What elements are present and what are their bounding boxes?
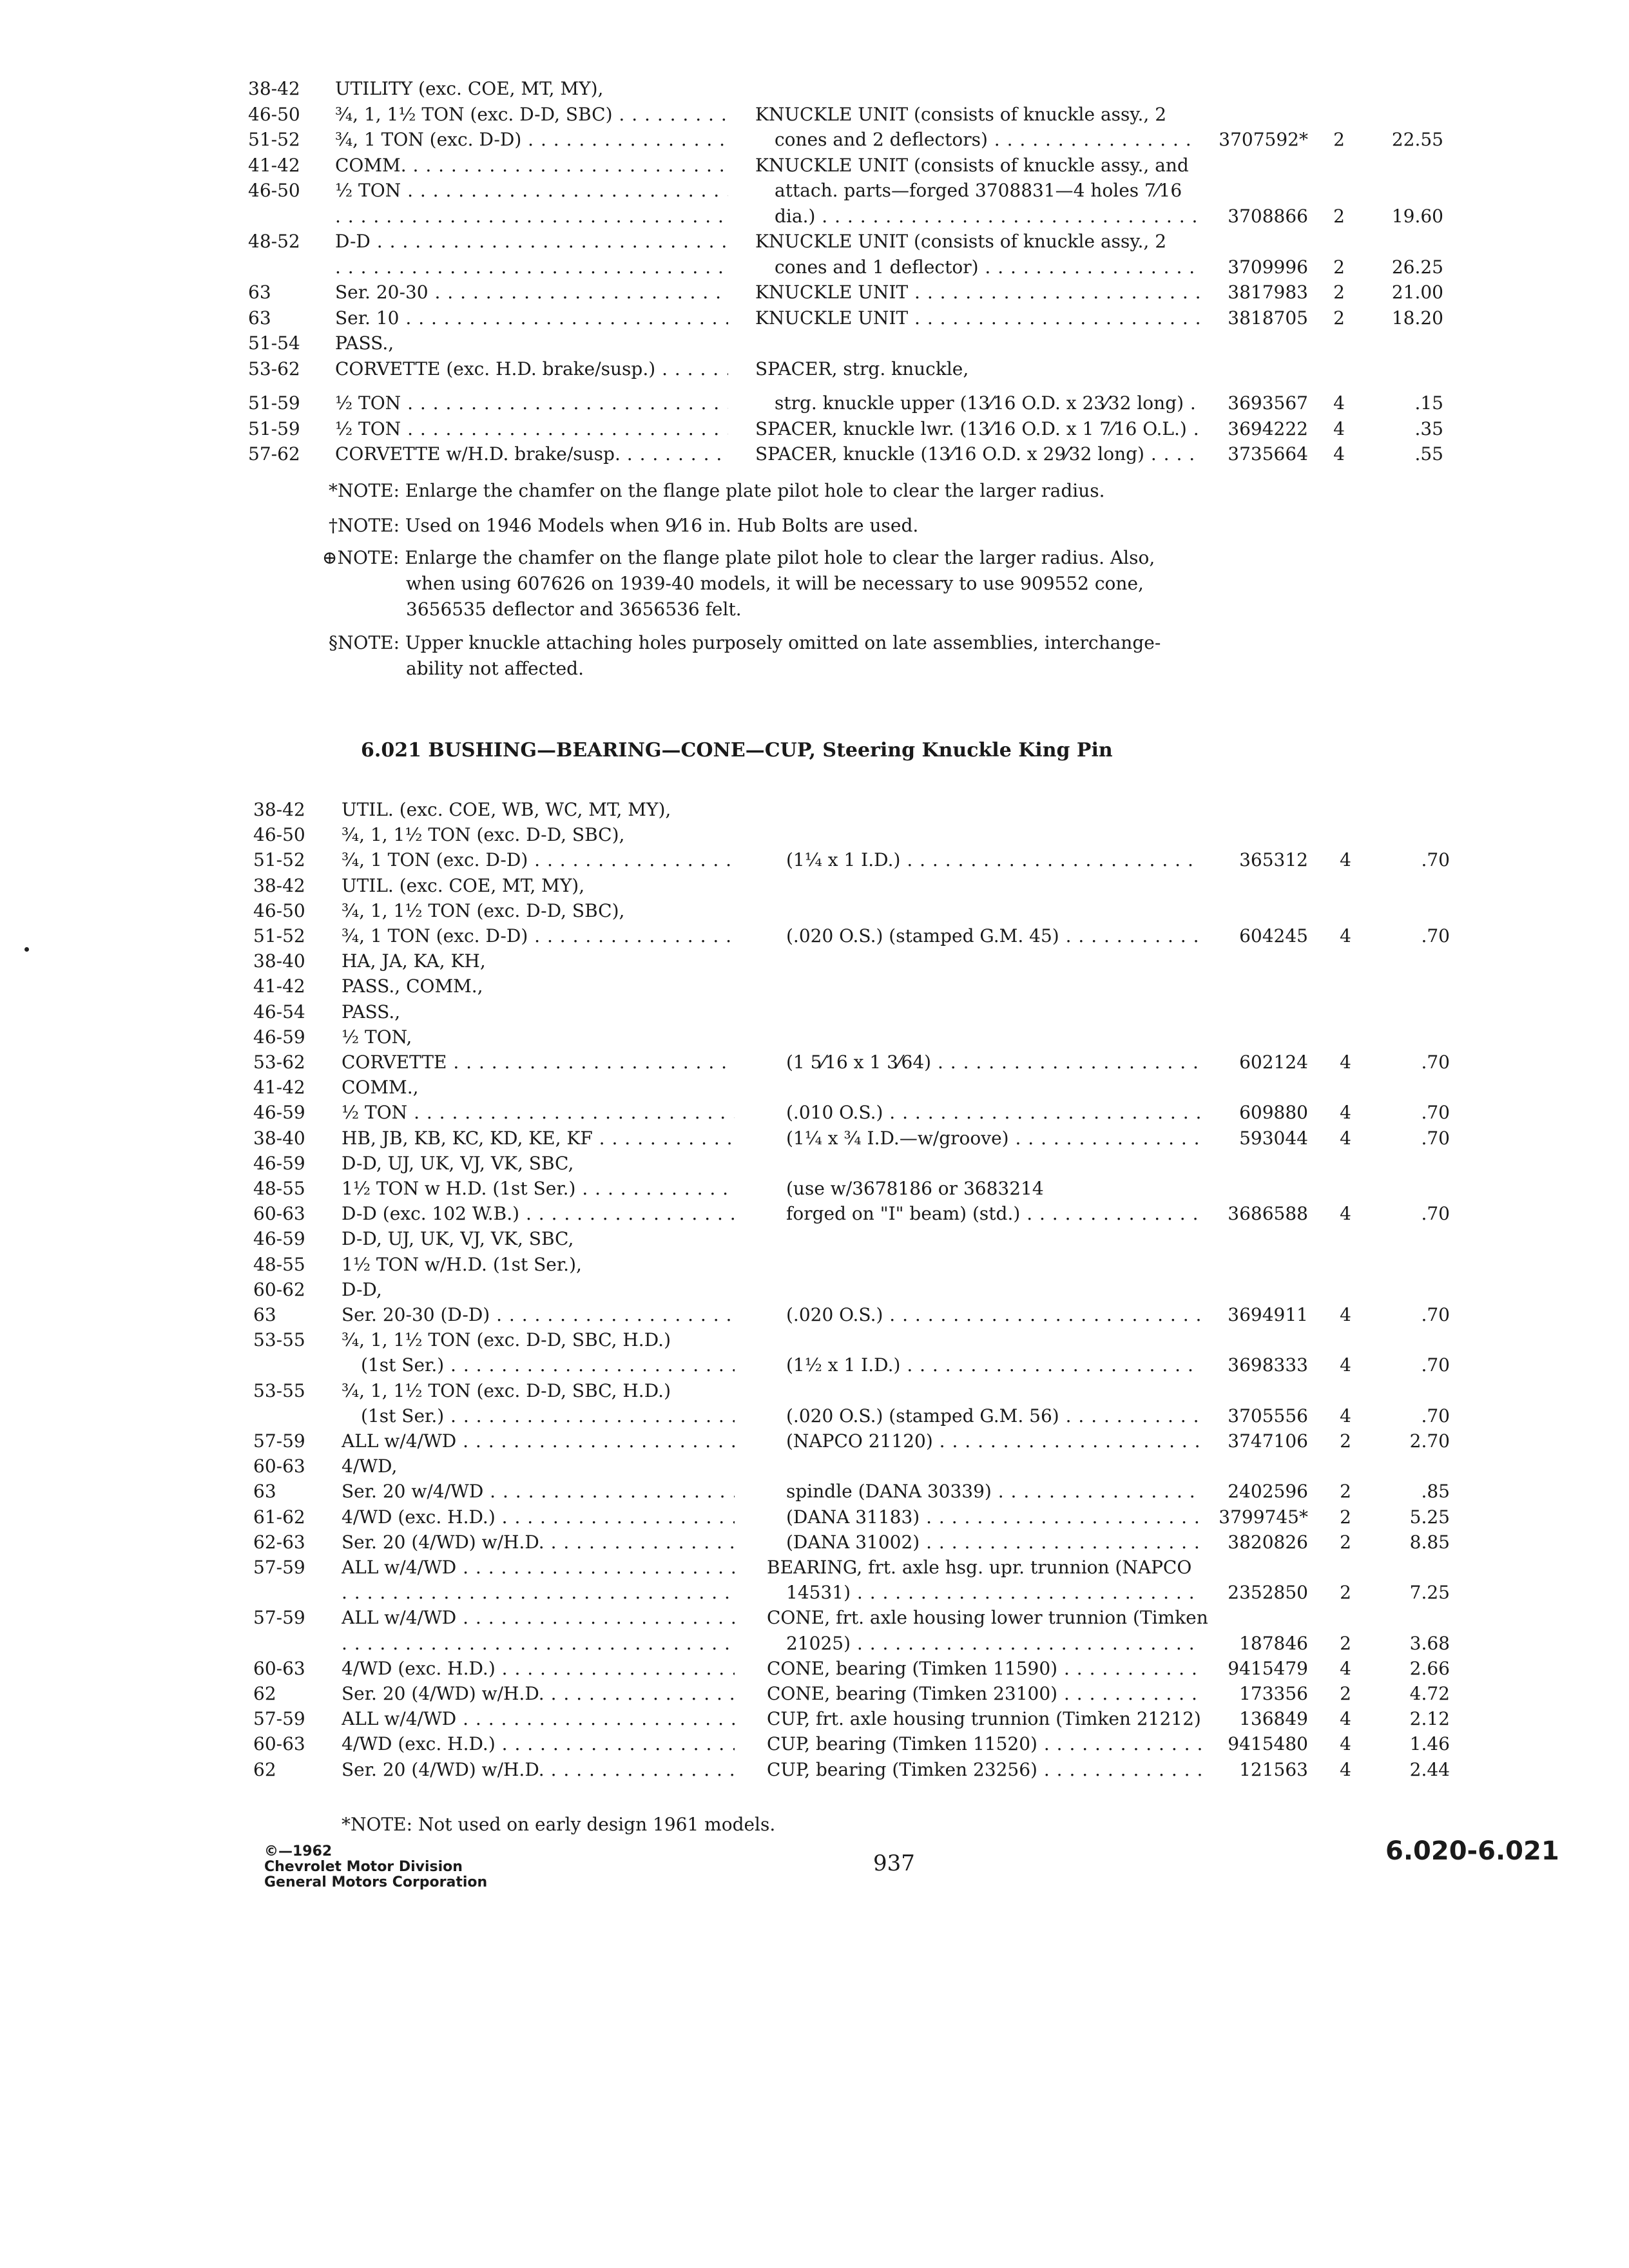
parts-row — [0, 1201, 1629, 1227]
year-range: 46-59 — [253, 1152, 305, 1174]
quantity: 2 — [1333, 282, 1345, 303]
year-range: 51-52 — [248, 129, 300, 150]
application: Ser. 20 w/4/WD . . . — [342, 1479, 735, 1504]
price: 4.72 — [1409, 1683, 1450, 1704]
application: ¾, 1 TON (exc. D-D) . . . — [335, 127, 728, 153]
application — [335, 255, 728, 280]
application: ½ TON . . . — [342, 1100, 735, 1126]
part-number: 3709996 — [1228, 256, 1308, 278]
note-line: 3656535 deflector and 3656536 felt. — [406, 599, 742, 620]
parts-row — [0, 1530, 1629, 1555]
quantity: 4 — [1340, 1657, 1351, 1679]
note-line: *NOTE: Enlarge the chamfer on the flange plate pilot hole to clear the larger radius. — [329, 480, 1105, 501]
price: .70 — [1421, 1102, 1450, 1124]
part-number: 602124 — [1239, 1052, 1308, 1073]
year-range: 57-62 — [248, 443, 300, 465]
year-range: 46-50 — [253, 824, 305, 846]
parts-row — [0, 1605, 1629, 1631]
quantity: 4 — [1340, 1304, 1351, 1325]
year-range: 62-63 — [253, 1531, 305, 1553]
parts-row — [0, 1277, 1629, 1303]
application: Ser. 20-30 . . . — [335, 280, 728, 305]
price: .15 — [1414, 392, 1443, 414]
parts-row — [0, 1352, 1629, 1378]
note-line: §NOTE: Upper knuckle attaching holes purposely omitted on late assemblies, interchange- — [329, 632, 1161, 653]
year-range: 60-63 — [253, 1456, 305, 1477]
part-number: 3708866 — [1228, 205, 1308, 227]
application: ½ TON . . . — [335, 178, 728, 204]
quantity: 2 — [1333, 256, 1345, 278]
quantity: 4 — [1340, 1758, 1351, 1780]
parts-row — [0, 305, 1629, 331]
application: UTIL. (exc. COE, MT, MY), — [342, 874, 585, 896]
application: Ser. 20 (4/WD) w/H.D. . . . — [342, 1530, 735, 1555]
part-number: 593044 — [1239, 1127, 1308, 1149]
description: KNUCKLE UNIT (consists of knuckle assy., and — [755, 154, 1189, 176]
description: (1¼ x ¾ I.D.—w/groove) . . . — [786, 1126, 1202, 1151]
parts-row — [0, 153, 1629, 178]
description: (.020 O.S.) . . . — [786, 1302, 1202, 1328]
year-range: 53-55 — [253, 1379, 305, 1401]
note-line: ⊕NOTE: Enlarge the chamfer on the flange plate pilot hole to clear the larger radius. Also, — [322, 547, 1155, 568]
application: CORVETTE w/H.D. brake/susp. . . . — [335, 441, 728, 467]
description: CUP, frt. axle housing trunnion (Timken 21212) . . . — [767, 1706, 1202, 1732]
year-range: 63 — [248, 307, 271, 329]
parts-row — [0, 390, 1629, 416]
year-range: 46-59 — [253, 1102, 305, 1124]
parts-row — [0, 1454, 1629, 1479]
description: (1 5⁄16 x 1 3⁄64) . . . — [786, 1050, 1202, 1075]
application: 1½ TON w/H.D. (1st Ser.), — [342, 1253, 582, 1275]
parts-row — [0, 1327, 1629, 1353]
parts-row — [0, 127, 1629, 153]
application — [342, 1631, 735, 1657]
parts-row — [0, 229, 1629, 255]
application: ¾, 1, 1½ TON (exc. D-D, SBC, H.D.) — [342, 1379, 671, 1401]
year-range: 60-62 — [253, 1278, 305, 1300]
application — [335, 204, 728, 229]
quantity: 4 — [1333, 443, 1345, 465]
parts-row — [0, 1050, 1629, 1075]
year-range: 46-59 — [253, 1026, 305, 1048]
description: CONE, bearing (Timken 11590) . . . — [767, 1656, 1202, 1682]
parts-row — [0, 1504, 1629, 1530]
year-range: 60-63 — [253, 1733, 305, 1755]
quantity: 4 — [1340, 1052, 1351, 1073]
parts-row — [0, 1757, 1629, 1783]
year-range: 63 — [253, 1481, 276, 1503]
price: 19.60 — [1391, 205, 1443, 227]
description: (use w/3678186 or 3683214 — [786, 1178, 1044, 1199]
part-number: 2352850 — [1228, 1582, 1308, 1604]
application: COMM., — [342, 1077, 419, 1099]
description: forged on "I" beam) (std.) . . . — [786, 1201, 1202, 1227]
parts-row — [0, 1151, 1629, 1177]
part-number: 3686588 — [1228, 1203, 1308, 1225]
description: CONE, bearing (Timken 23100) . . . — [767, 1681, 1202, 1707]
quantity: 2 — [1333, 205, 1345, 227]
description: CUP, bearing (Timken 23256) . . . — [767, 1757, 1202, 1783]
quantity: 4 — [1340, 1102, 1351, 1124]
application: D-D . . . — [335, 229, 728, 255]
part-number: 2402596 — [1228, 1481, 1308, 1503]
application: HB, JB, KB, KC, KD, KE, KF . . . — [342, 1126, 735, 1151]
part-number: 3693567 — [1228, 392, 1308, 414]
year-range: 62 — [253, 1683, 276, 1704]
parts-row — [0, 178, 1629, 204]
parts-row — [0, 102, 1629, 128]
price: 21.00 — [1391, 282, 1443, 303]
year-range: 48-52 — [248, 231, 300, 252]
application: CORVETTE (exc. H.D. brake/susp.) . . . — [335, 356, 728, 382]
application: ALL w/4/WD . . . — [342, 1428, 735, 1454]
application: PASS., COMM., — [342, 975, 483, 997]
description: dia.) . . . — [775, 204, 1200, 229]
year-range: 62 — [253, 1758, 276, 1780]
parts-row — [0, 1479, 1629, 1504]
part-number: 121563 — [1239, 1758, 1308, 1780]
year-range: 46-59 — [253, 1228, 305, 1250]
price: .35 — [1414, 418, 1443, 439]
parts-row — [0, 1580, 1629, 1606]
parts-row — [0, 1706, 1629, 1732]
part-number: 3747106 — [1228, 1430, 1308, 1452]
parts-row — [0, 1403, 1629, 1429]
price: 1.46 — [1409, 1733, 1450, 1755]
year-range: 63 — [253, 1304, 276, 1325]
year-range: 38-40 — [253, 950, 305, 972]
parts-row — [0, 999, 1629, 1025]
parts-row — [0, 1656, 1629, 1682]
application: ¾, 1, 1½ TON (exc. D-D, SBC, H.D.) — [342, 1329, 671, 1351]
year-range: 46-50 — [248, 103, 300, 125]
part-number: 173356 — [1239, 1683, 1308, 1704]
copyright-corporation: General Motors Corporation — [264, 1874, 488, 1890]
application: ALL w/4/WD . . . — [342, 1706, 735, 1732]
description: KNUCKLE UNIT (consists of knuckle assy., 2 — [755, 231, 1167, 252]
price: .70 — [1421, 1127, 1450, 1149]
price: 7.25 — [1409, 1582, 1450, 1604]
parts-row — [0, 416, 1629, 442]
price: 22.55 — [1391, 129, 1443, 150]
parts-row — [0, 441, 1629, 467]
year-range: 63 — [248, 282, 271, 303]
year-range: 38-42 — [253, 799, 305, 820]
parts-row — [0, 1428, 1629, 1454]
application: ALL w/4/WD . . . — [342, 1555, 735, 1581]
application: ½ TON . . . — [335, 390, 728, 416]
year-range: 46-50 — [248, 180, 300, 201]
price: 2.12 — [1409, 1708, 1450, 1730]
application: D-D, — [342, 1278, 382, 1300]
parts-row — [0, 948, 1629, 974]
application: HA, JA, KA, KH, — [342, 950, 486, 972]
parts-row — [0, 1731, 1629, 1757]
parts-row — [0, 1302, 1629, 1328]
price: .85 — [1421, 1481, 1450, 1503]
price: 2.70 — [1409, 1430, 1450, 1452]
quantity: 2 — [1340, 1506, 1351, 1528]
application: (1st Ser.) . . . — [361, 1352, 735, 1378]
quantity: 2 — [1333, 307, 1345, 329]
description: (.020 O.S.) (stamped G.M. 56) . . . — [786, 1403, 1202, 1429]
parts-row — [0, 822, 1629, 848]
application: COMM. . . . — [335, 153, 728, 178]
quantity: 2 — [1340, 1582, 1351, 1604]
year-range: 38-42 — [248, 78, 300, 99]
application: ½ TON, — [342, 1026, 412, 1048]
description: cones and 2 deflectors) . . . — [775, 127, 1200, 153]
application: D-D, UJ, UK, VJ, VK, SBC, — [342, 1228, 574, 1250]
parts-row — [0, 1555, 1629, 1581]
description: KNUCKLE UNIT . . . — [755, 305, 1200, 331]
year-range: 57-59 — [253, 1430, 305, 1452]
description: 21025) . . . — [786, 1631, 1202, 1657]
year-range: 53-62 — [248, 358, 300, 380]
parts-row — [0, 1252, 1629, 1278]
price: .70 — [1421, 1203, 1450, 1225]
application: ½ TON . . . — [335, 416, 728, 442]
parts-row — [0, 1176, 1629, 1202]
part-number: 3705556 — [1228, 1405, 1308, 1427]
description: KNUCKLE UNIT . . . — [755, 280, 1200, 305]
application: UTILITY (exc. COE, MT, MY), — [335, 78, 604, 99]
copyright-division: Chevrolet Motor Division — [264, 1859, 463, 1875]
application: D-D, UJ, UK, VJ, VK, SBC, — [342, 1152, 574, 1174]
copyright-year: ©—1962 — [264, 1843, 333, 1860]
parts-row — [0, 1226, 1629, 1252]
description: (DANA 31183) . . . — [786, 1504, 1202, 1530]
parts-row — [0, 76, 1629, 102]
application: PASS., — [342, 1001, 401, 1023]
application: Ser. 20 (4/WD) w/H.D. . . . — [342, 1757, 735, 1783]
application: 1½ TON w H.D. (1st Ser.) . . . — [342, 1176, 735, 1202]
description: cones and 1 deflector) . . . — [775, 255, 1200, 280]
description: SPACER, strg. knuckle, — [755, 358, 969, 380]
year-range: 41-42 — [253, 1077, 305, 1099]
parts-row — [0, 1378, 1629, 1404]
quantity: 2 — [1340, 1683, 1351, 1704]
year-range: 46-54 — [253, 1001, 305, 1023]
part-number: 136849 — [1239, 1708, 1308, 1730]
application: ¾, 1, 1½ TON (exc. D-D, SBC), — [342, 824, 625, 846]
lower-note: *NOTE: Not used on early design 1961 models. — [342, 1814, 776, 1835]
part-number: 3820826 — [1228, 1531, 1308, 1553]
price: 26.25 — [1391, 256, 1443, 278]
parts-row — [0, 204, 1629, 229]
year-range: 48-55 — [253, 1178, 305, 1199]
quantity: 2 — [1340, 1481, 1351, 1503]
price: .70 — [1421, 925, 1450, 947]
part-number: 609880 — [1239, 1102, 1308, 1124]
price: .55 — [1414, 443, 1443, 465]
description: KNUCKLE UNIT (consists of knuckle assy., 2 — [755, 103, 1167, 125]
description: (.010 O.S.) . . . — [786, 1100, 1202, 1126]
quantity: 2 — [1340, 1531, 1351, 1553]
description: CONE, frt. axle housing lower trunnion (Timken — [767, 1607, 1208, 1629]
description: CUP, bearing (Timken 11520) . . . — [767, 1731, 1202, 1757]
parts-row — [0, 923, 1629, 949]
description: (NAPCO 21120) . . . — [786, 1428, 1202, 1454]
note-line: when using 607626 on 1939-40 models, it will be necessary to use 909552 cone, — [406, 573, 1144, 594]
note-line: ability not affected. — [406, 658, 584, 679]
price: 3.68 — [1409, 1632, 1450, 1654]
part-number: 3818705 — [1228, 307, 1308, 329]
description: SPACER, knuckle lwr. (13⁄16 O.D. x 1 7⁄16 O.L.) . . . — [755, 416, 1200, 442]
quantity: 4 — [1340, 1127, 1351, 1149]
application: CORVETTE . . . — [342, 1050, 735, 1075]
application: ¾, 1 TON (exc. D-D) . . . — [342, 847, 735, 873]
parts-row — [0, 280, 1629, 305]
quantity: 4 — [1340, 1405, 1351, 1427]
quantity: 4 — [1340, 925, 1351, 947]
year-range: 41-42 — [253, 975, 305, 997]
parts-row — [0, 974, 1629, 999]
application: (1st Ser.) . . . — [361, 1403, 735, 1429]
year-range: 60-63 — [253, 1203, 305, 1225]
description: BEARING, frt. axle hsg. upr. trunnion (NAPCO — [767, 1557, 1192, 1578]
parts-row — [0, 1100, 1629, 1126]
stray-dot — [24, 947, 29, 952]
section-heading: 6.021 BUSHING—BEARING—CONE—CUP, Steering Knuckle King Pin — [361, 739, 1113, 762]
part-number: 3694222 — [1228, 418, 1308, 439]
section-range: 6.020-6.021 — [1385, 1836, 1559, 1866]
year-range: 38-42 — [253, 874, 305, 896]
quantity: 2 — [1340, 1430, 1351, 1452]
application: Ser. 10 . . . — [335, 305, 728, 331]
application: Ser. 20 (4/WD) w/H.D. . . . — [342, 1681, 735, 1707]
part-number: 3817983 — [1228, 282, 1308, 303]
quantity: 4 — [1340, 1733, 1351, 1755]
year-range: 53-55 — [253, 1329, 305, 1351]
year-range: 38-40 — [253, 1127, 305, 1149]
application: ¾, 1, 1½ TON (exc. D-D, SBC), — [342, 899, 625, 921]
year-range: 51-52 — [253, 849, 305, 871]
price: 8.85 — [1409, 1531, 1450, 1553]
parts-row — [0, 1126, 1629, 1151]
price: .70 — [1421, 1405, 1450, 1427]
application — [342, 1580, 735, 1606]
parts-row — [0, 331, 1629, 356]
note-line: †NOTE: Used on 1946 Models when 9⁄16 in. Hub Bolts are used. — [329, 515, 919, 536]
part-number: 604245 — [1239, 925, 1308, 947]
year-range: 51-59 — [248, 392, 300, 414]
year-range: 60-63 — [253, 1657, 305, 1679]
part-number: 3707592* — [1219, 129, 1308, 150]
year-range: 51-52 — [253, 925, 305, 947]
parts-row — [0, 255, 1629, 280]
year-range: 41-42 — [248, 154, 300, 176]
parts-row — [0, 1024, 1629, 1050]
year-range: 57-59 — [253, 1557, 305, 1578]
year-range: 61-62 — [253, 1506, 305, 1528]
price: .70 — [1421, 1354, 1450, 1376]
part-number: 9415479 — [1228, 1657, 1308, 1679]
quantity: 4 — [1340, 1354, 1351, 1376]
year-range: 57-59 — [253, 1708, 305, 1730]
parts-row — [0, 1075, 1629, 1100]
price: 5.25 — [1409, 1506, 1450, 1528]
part-number: 9415480 — [1228, 1733, 1308, 1755]
application: ALL w/4/WD . . . — [342, 1605, 735, 1631]
price: .70 — [1421, 1052, 1450, 1073]
description: 14531) . . . — [786, 1580, 1202, 1606]
description: SPACER, knuckle (13⁄16 O.D. x 29⁄32 long) . . . — [755, 441, 1200, 467]
description: (1¼ x 1 I.D.) . . . — [786, 847, 1202, 873]
parts-row — [0, 1681, 1629, 1707]
application: 4/WD, — [342, 1456, 398, 1477]
parts-row — [0, 356, 1629, 382]
page-number: 937 — [873, 1850, 915, 1876]
part-number: 3735664 — [1228, 443, 1308, 465]
application: D-D (exc. 102 W.B.) . . . — [342, 1201, 735, 1227]
parts-row — [0, 873, 1629, 899]
quantity: 4 — [1333, 392, 1345, 414]
description: spindle (DANA 30339) . . . — [786, 1479, 1202, 1504]
price: .70 — [1421, 849, 1450, 871]
application: Ser. 20-30 (D-D) . . . — [342, 1302, 735, 1328]
copyright-block — [264, 1844, 487, 1890]
parts-row — [0, 797, 1629, 823]
year-range: 53-62 — [253, 1052, 305, 1073]
year-range: 48-55 — [253, 1253, 305, 1275]
part-number: 3694911 — [1228, 1304, 1308, 1325]
part-number: 187846 — [1239, 1632, 1308, 1654]
year-range: 57-59 — [253, 1607, 305, 1629]
price: 2.44 — [1409, 1758, 1450, 1780]
part-number: 365312 — [1239, 849, 1308, 871]
year-range: 46-50 — [253, 899, 305, 921]
quantity: 4 — [1340, 849, 1351, 871]
quantity: 4 — [1333, 418, 1345, 439]
application: PASS., — [335, 332, 394, 354]
year-range: 51-59 — [248, 418, 300, 439]
parts-row — [0, 1631, 1629, 1657]
description: (.020 O.S.) (stamped G.M. 45) . . . — [786, 923, 1202, 949]
quantity: 4 — [1340, 1708, 1351, 1730]
price: 18.20 — [1391, 307, 1443, 329]
price: .70 — [1421, 1304, 1450, 1325]
description: strg. knuckle upper (13⁄16 O.D. x 23⁄32 long) . . . — [775, 390, 1200, 416]
quantity: 2 — [1340, 1632, 1351, 1654]
application: UTIL. (exc. COE, WB, WC, MT, MY), — [342, 799, 671, 820]
parts-row — [0, 847, 1629, 873]
year-range: 51-54 — [248, 332, 300, 354]
description: (DANA 31002) . . . — [786, 1530, 1202, 1555]
quantity: 2 — [1333, 129, 1345, 150]
part-number: 3799745* — [1219, 1506, 1308, 1528]
part-number: 3698333 — [1228, 1354, 1308, 1376]
price: 2.66 — [1409, 1657, 1450, 1679]
application: 4/WD (exc. H.D.) . . . — [342, 1656, 735, 1682]
parts-row — [0, 898, 1629, 924]
quantity: 4 — [1340, 1203, 1351, 1225]
application: 4/WD (exc. H.D.) . . . — [342, 1504, 735, 1530]
application: 4/WD (exc. H.D.) . . . — [342, 1731, 735, 1757]
description: (1½ x 1 I.D.) . . . — [786, 1352, 1202, 1378]
description: attach. parts—forged 3708831—4 holes 7⁄16 — [775, 180, 1182, 201]
application: ¾, 1, 1½ TON (exc. D-D, SBC) . . . — [335, 102, 728, 128]
application: ¾, 1 TON (exc. D-D) . . . — [342, 923, 735, 949]
